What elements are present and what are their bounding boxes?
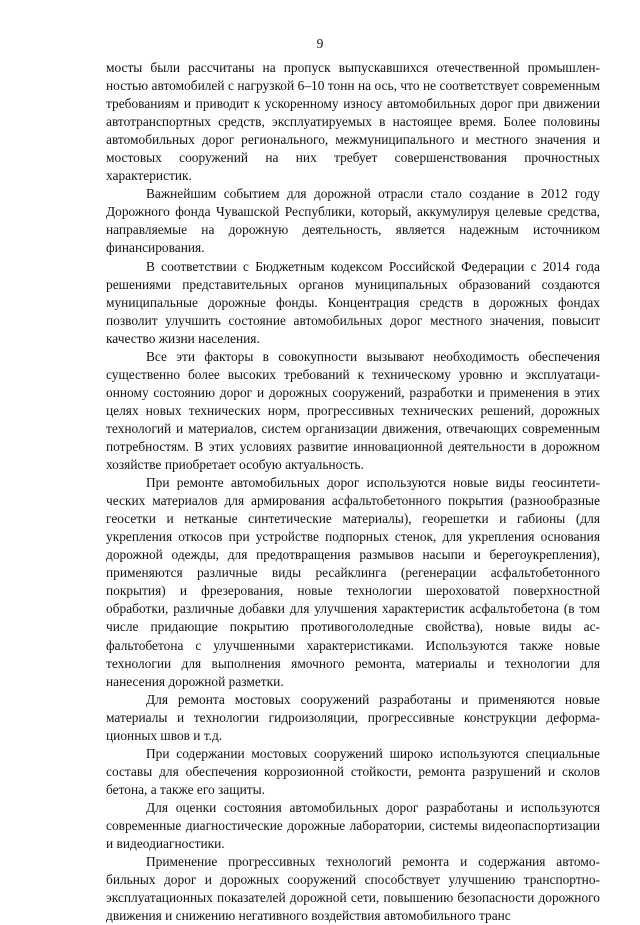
paragraph-6: Для ремонта мостовых сооружений разработаны и применяются новые материалы и технологии гидроизоляции, прогрессивные конструкции деформационных швов и т.д. <box>106 691 600 743</box>
document-body <box>106 59 600 925</box>
paragraph-7: При содержании мостовых сооружений широко используются специальные составы для обеспечения коррозионной стойкости, ремонта разрушений и сколов бетона, а также его защиты. <box>106 745 600 797</box>
paragraph-1: мосты были рассчитаны на пропуск выпускавшихся отечественной промышленностью автомобилей с нагрузкой 6–10 тонн на ось, что не соответствует современным требованиям и приводит к ускоренному износу автомобильных дорог при движении автотранспортных средств, эксплуатируемых в настоящее время. Более половины автомобильных дорог регионального, межмуниципального и местного значения и мостовых сооружений на них требует совершенствования прочностных характеристик. <box>106 60 600 184</box>
paragraph-2: Важнейшим событием для дорожной отрасли стало создание в 2012 году Дорожного фонда Чувашской Республики, который, аккумулируя целевые средства, направляемые на дорожную деятельность, является надежным источником финансирования. <box>106 186 600 256</box>
paragraph-9: Применение прогрессивных технологий ремонта и содержания автомобильных дорог и дорожных сооружений способствует улучшению транспортно-эксплуатационных показателей дорожной сети, повышению безопасности дорожного движения и снижению негативного воздействия автомобильного транс <box>106 854 600 924</box>
paragraph-3: В соответствии с Бюджетным кодексом Российской Федерации с 2014 года решениями представительных органов муниципальных образований создаются муниципальные дорожные фонды. Концентрация средств в дорожных фондах позволит улучшить состояние автомобильных дорог местного значения, повысит качество жизни населения. <box>106 258 600 346</box>
paragraph-5: При ремонте автомобильных дорог используются новые виды геосинтетических материалов для армирования асфальтобетонного покрытия (разнообразные геосетки и нетканые синтетические материалы), георешетки и габионы (для укрепления откосов при устройстве подпорных стенок, для укрепления основания дорожной одежды, для предотвращения размывов насыпи и берегоукрепления), применяются различные виды ресайклинга (регенерации асфальтобетонного покрытия) и фрезерования, новые технологии шероховатой поверхностной обработки, различные добавки для улучшения характеристик асфальтобетона (в том числе придающие покрытию противогололедные свойства), новые виды асфальтобетона с улучшенными характеристиками. Используются также новые технологии для выполнения ямочного ремонта, материалы и технологии для нанесения дорожной разметки. <box>106 475 600 689</box>
paragraph-8: Для оценки состояния автомобильных дорог разработаны и используются современные диагностические дорожные лаборатории, системы видеопаспортизации и видеодиагностики. <box>106 799 600 852</box>
paragraph-4: Все эти факторы в совокупности вызывают необходимость обеспечения существенно более высоких требований к техническому уровню и эксплуатационному состоянию дорог и дорожных сооружений, разработки и применения в этих целях новых технических норм, прогрессивных технических решений, дорожных технологий и материалов, систем организации движения, отвечающих современным потребностям. В этих условиях развитие инновационной деятельности в дорожном хозяйстве приобретает особую актуальность. <box>106 348 600 473</box>
page-number: 9 <box>316 36 324 51</box>
